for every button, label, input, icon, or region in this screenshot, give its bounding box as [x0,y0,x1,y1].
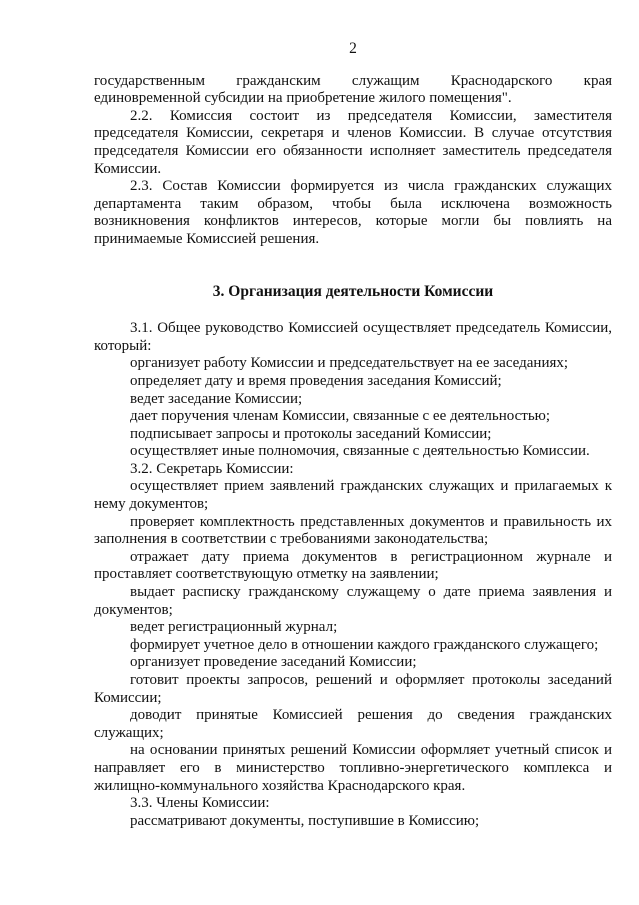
paragraph: определяет дату и время проведения заседания Комиссий; [130,372,502,389]
section-heading: 3. Организация деятельности Комиссии [212,282,494,300]
paragraph: осуществляет прием заявлений гражданских служащих и прилагаемых к нему документов; [94,478,612,513]
paragraph: дает поручения членам Комиссии, связанные с ее деятельностью; [130,408,551,425]
paragraph: 3.1. Общее руководство Комиссией осуществляет председатель Комиссии, который: [94,320,612,354]
paragraph: готовит проекты запросов, решений и оформляет протоколы заседаний Комиссии; [94,672,612,706]
document-page [94,40,612,830]
paragraph: доводит принятые Комиссией решения до сведения гражданских служащих; [94,707,612,741]
paragraph: ведет заседание Комиссии; [130,390,303,407]
paragraph: 3.2. Секретарь Комиссии: [130,460,294,477]
page-number: 2 [349,40,357,57]
paragraph: проверяет комплектность представленных документов и правильность их заполнения в соответствии с требованиями законодательства; [94,513,612,548]
paragraph: организует проведение заседаний Комиссии; [130,654,417,671]
paragraph: государственным гражданским служащим Краснодарского края единовременной субсидии на приобретение жилого помещения". [94,72,612,107]
paragraph: выдает расписку гражданскому служащему о дате приема заявления и документов; [94,584,612,618]
paragraph: 2.2. Комиссия состоит из председателя Комиссии, заместителя председателя Комиссии, секретаря и членов Комиссии. В случае отсутствия председателя Комиссии его обязанности исполняет заместитель председателя Комиссии. [94,107,612,177]
paragraph: подписывает запросы и протоколы заседаний Комиссии; [130,425,492,442]
paragraph: ведет регистрационный журнал; [130,619,338,636]
paragraph: рассматривают документы, поступившие в Комиссию; [130,812,480,829]
paragraph: на основании принятых решений Комиссии оформляет учетный список и направляет его в министерство топливно-энергетического комплекса и жилищно-коммунального хозяйства Краснодарского края. [94,742,612,794]
paragraph: организует работу Комиссии и председательствует на ее заседаниях; [130,355,569,372]
paragraph: 3.3. Члены Комиссии: [130,795,270,812]
paragraph: отражает дату приема документов в регистрационном журнале и проставляет соответствующую отметку на заявлении; [94,548,612,583]
paragraph: формирует учетное дело в отношении каждого гражданского служащего; [130,636,599,653]
paragraph: осуществляет иные полномочия, связанные с деятельностью Комиссии. [130,443,590,460]
paragraph: 2.3. Состав Комиссии формируется из числа гражданских служащих департамента таким образом, чтобы была исключена возможность возникновения конфликтов интересов, которые могли бы повлиять на принимаемые Комиссией решения. [94,178,612,247]
